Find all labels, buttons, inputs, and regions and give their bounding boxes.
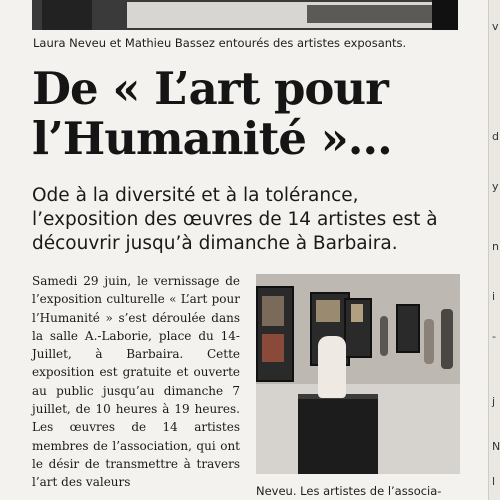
photo-caption: Neveu. Les artistes de l’associa- [256,484,442,498]
article-body [32,272,240,492]
edge-letter: l [492,475,496,488]
artwork [316,300,340,322]
visitor [441,309,453,369]
photo-figure [432,0,458,30]
article-lede: Ode à la diversité et à la tolérance, l’exposition des œuvres de 14 artistes est à découvrir jusqu’à dimanche à Barbaira. [32,185,438,254]
display-panel [396,304,420,353]
visitor [380,316,388,356]
edge-letter: N [492,440,500,453]
adjacent-column-edge [488,0,500,500]
exhibition-photo [256,274,460,474]
top-photo-caption: Laura Neveu et Mathieu Bassez entourés des artistes exposants. [33,36,407,50]
photo-figure [42,0,92,30]
artwork [262,334,284,362]
edge-letter: i [492,290,496,303]
pedestal [298,399,378,474]
visitor [424,319,434,364]
article-headline: De « L’art pour l’Humanité »… [32,62,392,165]
edge-letter: y [492,180,499,193]
body-paragraph: Samedi 29 juin, le vernissage de l’exposition culturelle « L’art pour l’Humanité » s’est déroulée dans la salle A.-Laborie, place du 14-Juillet, à Barbaira. Cette exposition est gratuite et ouverte au public jusqu’au dimanche 7 juillet, de 10 heures à 19 heures. Les œuvres de 14 artistes membres de l’association, qui ont le désir de transmettre à travers l’art des valeurs [32,274,240,490]
edge-letter: - [492,330,496,343]
edge-letter: n [492,240,499,253]
artwork [262,296,284,326]
top-photo [32,0,458,30]
statue [318,336,346,398]
edge-letter: j [492,395,496,408]
edge-letter: v [492,20,499,33]
artwork [351,304,363,322]
edge-letter: d [492,130,499,143]
